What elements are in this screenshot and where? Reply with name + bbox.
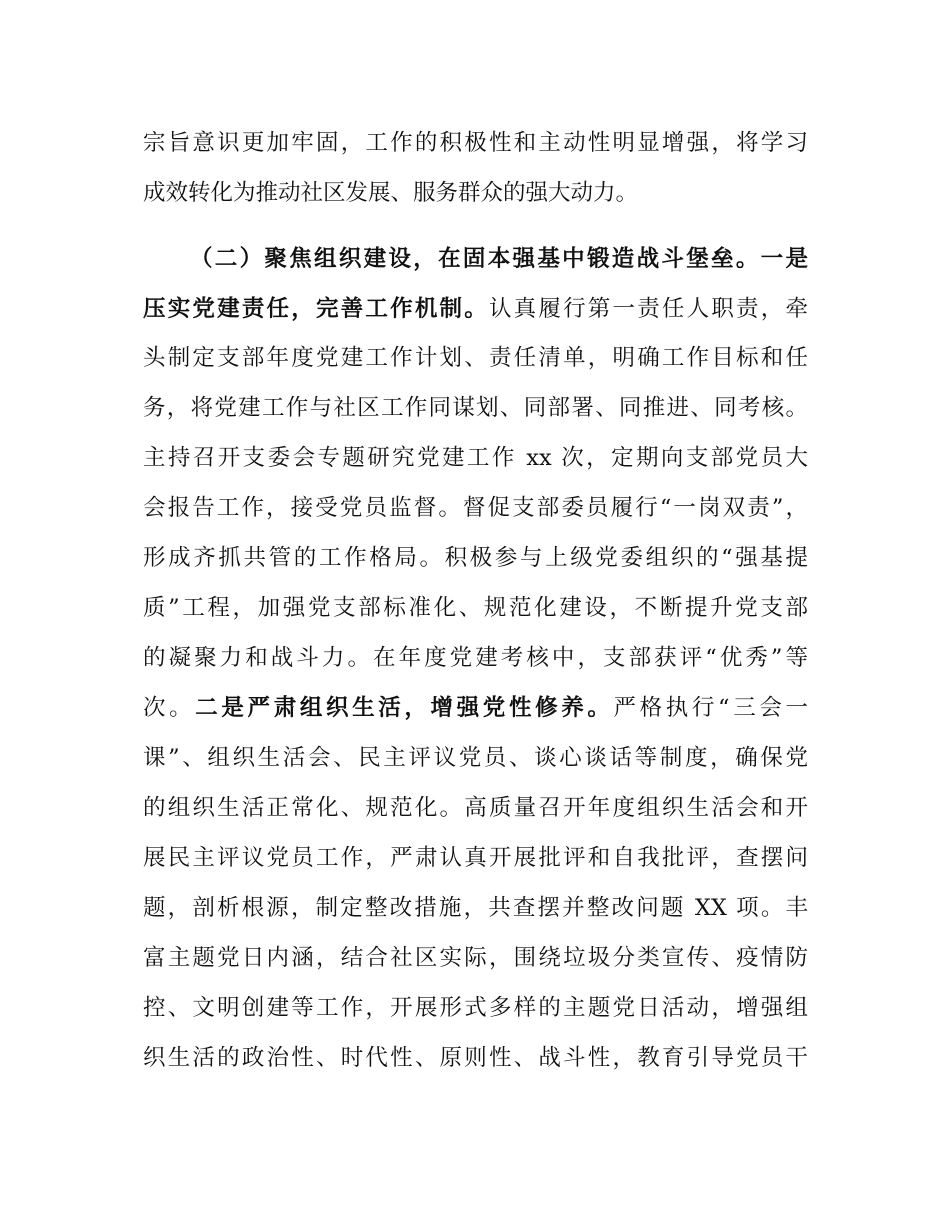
text-line bbox=[143, 178, 808, 208]
body-text: 质”工程，加强党支部标准化、规范化建设，不断提升党支部 bbox=[143, 595, 808, 621]
text-line bbox=[143, 793, 808, 823]
text-line bbox=[143, 128, 808, 158]
text-line bbox=[143, 743, 808, 773]
text-line bbox=[143, 294, 808, 324]
body-text: 主持召开支委会专题研究党建工作 xx 次，定期向支部党员大 bbox=[143, 445, 808, 471]
body-text: 展民主评议党员工作，严肃认真开展批评和自我批评，查摆问 bbox=[143, 845, 808, 871]
text-line bbox=[143, 543, 808, 573]
body-text: 宗旨意识更加牢固，工作的积极性和主动性明显增强，将学习 bbox=[143, 130, 808, 156]
bold-heading-text: （二）聚焦组织建设，在固本强基中锻造战斗堡垒。一是 bbox=[190, 246, 808, 272]
body-text: 次。 bbox=[143, 695, 196, 721]
text-line bbox=[143, 1043, 808, 1073]
body-text: 务，将党建工作与社区工作同谋划、同部署、同推进、同考核。 bbox=[143, 395, 808, 421]
body-text: 形成齐抓共管的工作格局。积极参与上级党委组织的“强基提 bbox=[143, 545, 808, 571]
text-line bbox=[143, 443, 808, 473]
body-text: 认真履行第一责任人职责，牵 bbox=[488, 296, 808, 322]
text-line bbox=[143, 693, 808, 723]
body-text: 织生活的政治性、时代性、原则性、战斗性，教育引导党员干 bbox=[143, 1045, 808, 1071]
body-text: 富主题党日内涵，结合社区实际，围绕垃圾分类宣传、疫情防 bbox=[143, 945, 808, 971]
bold-heading-text: 二是严肃组织生活，增强党性修养。 bbox=[195, 695, 614, 721]
body-text: 会报告工作，接受党员监督。督促支部委员履行“一岗双责”， bbox=[143, 495, 808, 521]
body-text: 严格执行“三会一 bbox=[613, 695, 808, 721]
body-text: 的组织生活正常化、规范化。高质量召开年度组织生活会和开 bbox=[143, 795, 808, 821]
text-line bbox=[143, 893, 808, 923]
body-text: 头制定支部年度党建工作计划、责任清单，明确工作目标和任 bbox=[143, 345, 808, 371]
body-text: 的凝聚力和战斗力。在年度党建考核中，支部获评“优秀”等 bbox=[143, 645, 808, 671]
body-text: 课”、组织生活会、民主评议党员、谈心谈话等制度，确保党 bbox=[143, 745, 808, 771]
body-text: 控、文明创建等工作，开展形式多样的主题党日活动，增强组 bbox=[143, 995, 808, 1021]
bold-heading-text: 压实党建责任，完善工作机制。 bbox=[143, 296, 489, 322]
text-line bbox=[143, 493, 808, 523]
text-line bbox=[190, 244, 808, 274]
text-line bbox=[143, 943, 808, 973]
text-line bbox=[143, 843, 808, 873]
body-text: 题，剖析根源，制定整改措施，共查摆并整改问题 XX 项。丰 bbox=[143, 895, 808, 921]
text-line bbox=[143, 993, 808, 1023]
text-line bbox=[143, 643, 808, 673]
text-line bbox=[143, 393, 808, 423]
text-line bbox=[143, 343, 808, 373]
text-line bbox=[143, 593, 808, 623]
body-text: 成效转化为推动社区发展、服务群众的强大动力。 bbox=[143, 180, 639, 206]
